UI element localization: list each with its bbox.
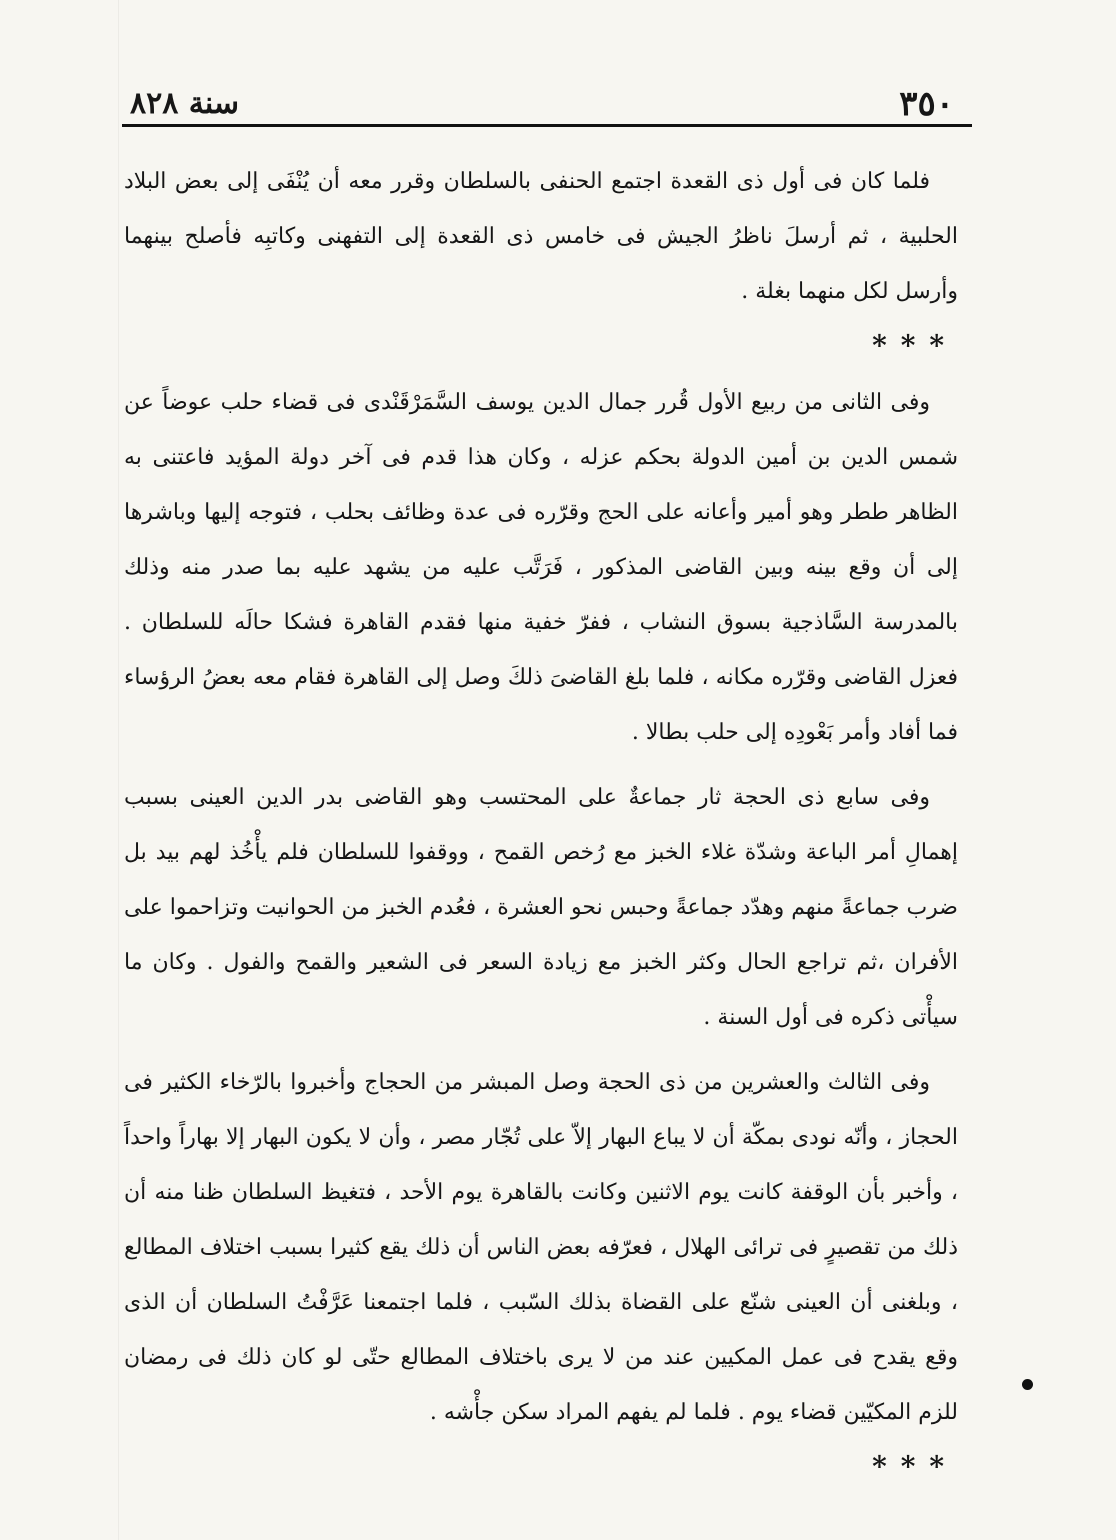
paragraph-1: فلما كان فى أول ذى القعدة اجتمع الحنفى بالسلطان وقرر معه أن يُنْفَى إلى بعض البلاد الحلبية ، ثم أرسلَ ناظرُ الجيش فى خامس ذى القعدة إلى التفهنى وكاتبِه فأصلح بينهما وأرسل لكل منهما بغلة .: [124, 169, 958, 304]
paragraph-3: وفى سابع ذى الحجة ثار جماعةٌ على المحتسب وهو القاضى بدر الدين العينى بسبب إهمالِ أمر الباعة وشدّة غلاء الخبز مع رُخص القمح ، ووقفوا للسلطان فلم يأْخُذ لهم بيد بل ضرب جماعةً منهم وهدّد جماعةً وحبس نحو العشرة ، فعُدم الخبز من الحوانيت وتزاحموا على الأفران ،ثم تراجع الحال وكثر الخبز مع زيادة السعر فى الشعير والقمح والفول . وكان ما سيأْتى ذكره فى أول السنة .: [124, 785, 959, 1030]
paragraph-gap-1: [124, 760, 958, 770]
paragraph-gap-2: [124, 1045, 958, 1055]
main-text: [124, 154, 958, 1496]
page-number: ٣٥٠: [899, 84, 954, 124]
page-header: [122, 76, 972, 124]
paragraph-2: وفى الثانى من ربيع الأول قُرر جمال الدين يوسف السَّمَرْقَنْدى فى قضاء حلب عوضاً عن شمس الدين بن أمين الدولة بحكم عزله ، وكان هذا قدم فى آخر دولة المؤيد فاعتنى به الظاهر ططر وهو أمير وأعانه على الحج وقرّره فى عدة وظائف بحلب ، فتوجه إليها وباشرها إلى أن وقع بينه وبين القاضى المذكور ، فَرَتَّب عليه من يشهد عليه بما صدر منه وذلك بالمدرسة السَّاذجية بسوق النشاب ، ففرّ خفية منها فقدم القاهرة فشكا حالَه للسلطان . فعزل القاضى وقرّره مكانه ، فلما بلغ القاضىَ ذلكَ وصل إلى القاهرة فقام معه بعضُ الرؤساء فما أفاد وأمر بَعْودِه إلى حلب بطالا .: [124, 390, 958, 745]
paragraph-4: وفى الثالث والعشرين من ذى الحجة وصل المبشر من الحجاج وأخبروا بالرّخاء الكثير فى الحجاز ، وأنّه نودى بمكّة أن لا يباع البهار إلاّ على تُجّار مصر ، وأن لا يكون البهار إلا بهاراً واحداً ، وأخبر بأن الوقفة كانت يوم الاثنين وكانت بالقاهرة يوم الأحد ، فتغيظ السلطان ظنا منه أن ذلك من تقصيرٍ فى ترائى الهلال ، فعرّفه بعض الناس أن ذلك يقع كثيرا بسبب اختلاف المطالع ، وبلغنى أن العينى شنّع على القضاة بذلك السّبب ، فلما اجتمعنا عَرَّفْتُ السلطان أن الذى وقع يقدح فى عمل المكيين عند من لا يرى باختلاف المطالع حتّى لو كان ذلك فى رمضان للزم المكيّين قضاء يوم . فلما لم يفهم المراد سكن جأْشه .: [124, 1070, 958, 1425]
page-edge-shadow: [118, 0, 119, 1540]
section-separator-2: ***: [872, 1450, 958, 1483]
margin-ink-dot: [1022, 1379, 1033, 1390]
section-separator-1: ***: [872, 329, 958, 362]
header-rule: [122, 124, 972, 127]
running-title: سنة ٨٢٨: [130, 86, 240, 121]
